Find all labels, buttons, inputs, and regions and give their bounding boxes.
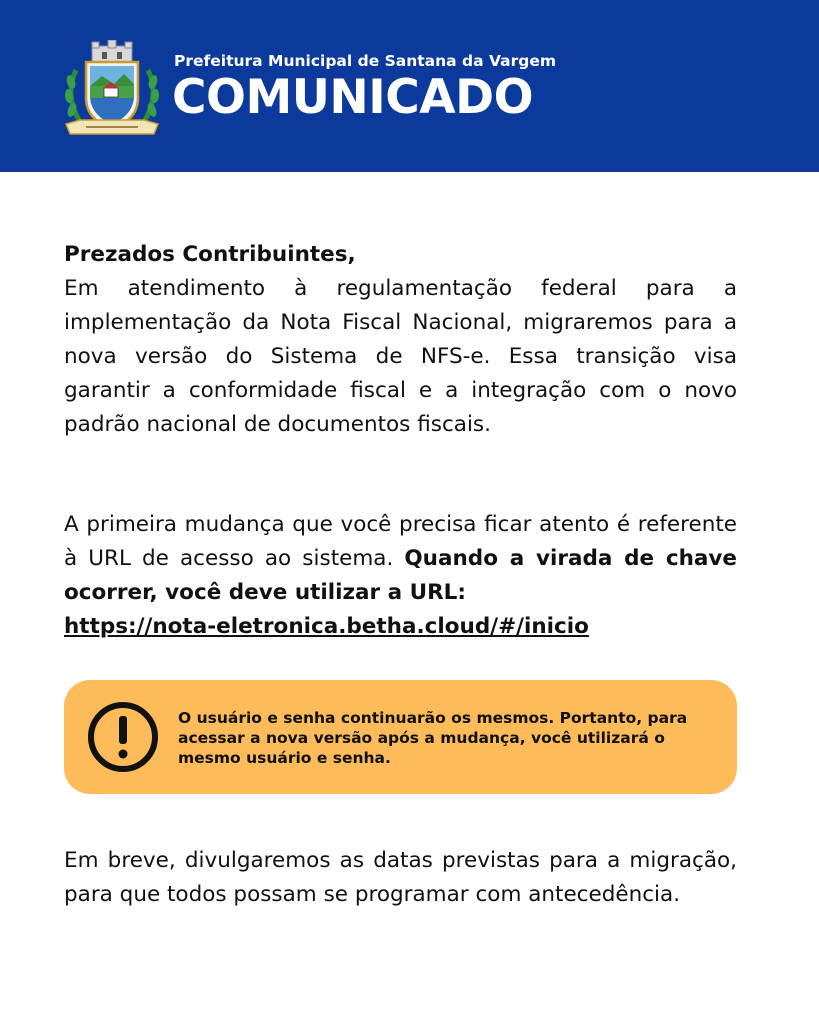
notice-box [64,680,737,794]
coat-of-arms-icon [62,40,162,138]
notice-text: O usuário e senha continuarão os mesmos. Portanto, para acessar a nova versão após a mudança, você utilizará o mesmo usuário e senha. [178,709,688,767]
greeting: Prezados Contribuintes, [64,242,356,267]
page-title: COMUNICADO [172,70,534,125]
system-url-link[interactable]: https://nota-eletronica.betha.cloud/#/inicio [64,614,589,639]
municipality-name: Prefeitura Municipal de Santana da Vargem [174,52,556,70]
header-banner [0,0,819,172]
url-intro-text: A primeira mudança que você precisa ficar atento é referente à URL de acesso ao sistema. [64,512,737,571]
closing-paragraph: Em breve, divulgaremos as datas previstas para a migração, para que todos possam se programar com antecedência. [64,848,737,907]
url-paragraph [64,508,737,644]
intro-text: Em atendimento à regulamentação federal para a implementação da Nota Fiscal Nacional, migraremos para a nova versão do Sistema de NFS-e. Essa transição visa garantir a conformidade fiscal e a integração com o novo padrão nacional de documentos fiscais. [64,276,737,437]
url-instruction: Quando a virada de chave ocorrer, você deve utilizar a URL: [64,546,737,605]
intro-paragraph [64,238,737,442]
exclamation-circle-icon [86,700,160,774]
